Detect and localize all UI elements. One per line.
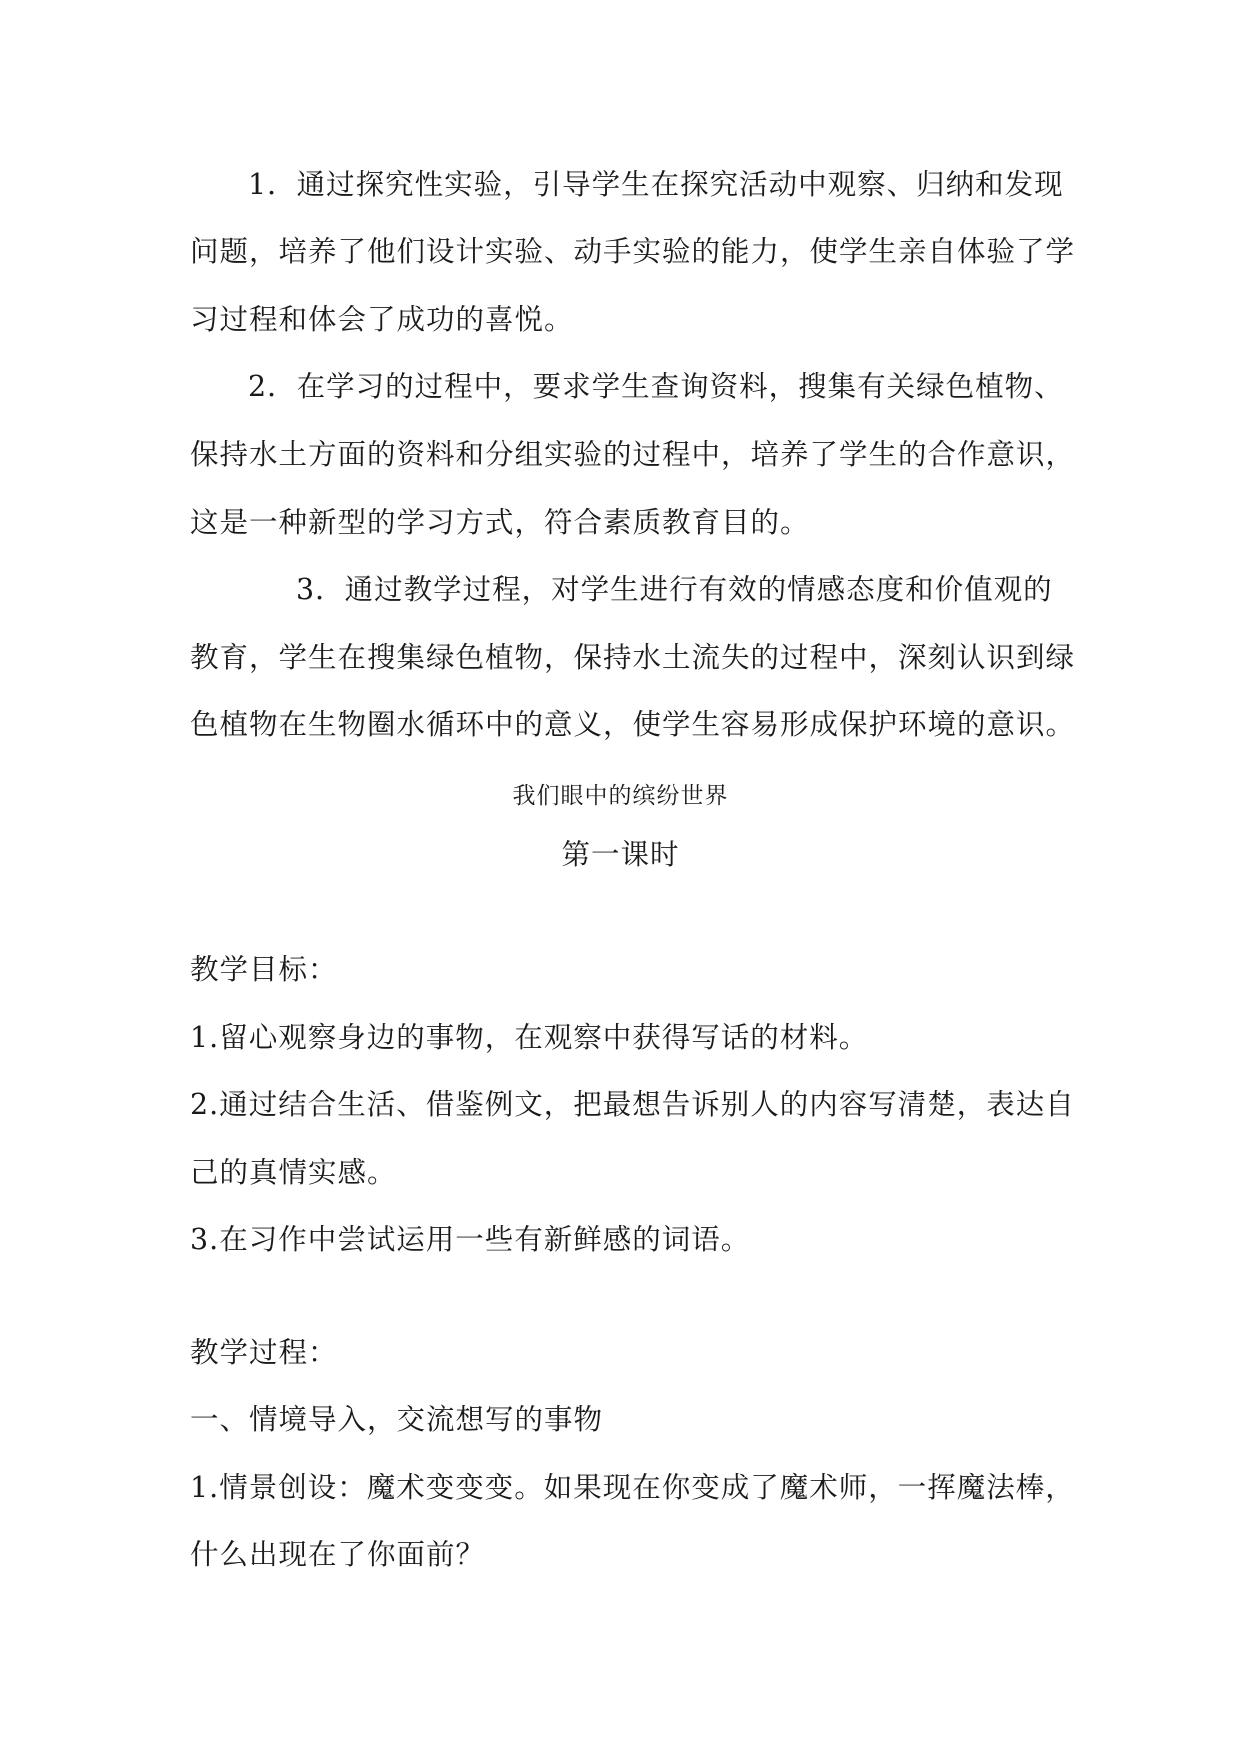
lesson-title: 我们眼中的缤纷世界 — [512, 783, 729, 809]
paragraph-2-line-1: 2．在学习的过程中，要求学生查询资料，搜集有关绿色植物、 — [248, 370, 1064, 403]
paragraph-3-line-2: 教育，学生在搜集绿色植物，保持水土流失的过程中，深刻认识到绿 — [190, 641, 1076, 674]
objective-item-3: 3.在习作中尝试运用一些有新鲜感的词语。 — [190, 1223, 751, 1256]
paragraph-1-line-1: 1．通过探究性实验，引导学生在探究活动中观察、归纳和发现 — [248, 168, 1064, 201]
paragraph-3-line-1: 3．通过教学过程，对学生进行有效的情感态度和价值观的 — [296, 573, 1053, 606]
paragraph-1-line-2: 问题，培养了他们设计实验、动手实验的能力，使学生亲自体验了学 — [190, 235, 1076, 268]
objective-item-2-line-2: 己的真情实感。 — [190, 1156, 397, 1189]
process-heading: 教学过程： — [190, 1336, 338, 1369]
paragraph-2-line-3: 这是一种新型的学习方式，符合素质教育目的。 — [190, 506, 810, 539]
process-item-1-line-2: 什么出现在了你面前？ — [190, 1538, 486, 1571]
process-item-1-line-1: 1.情景创设：魔术变变变。如果现在你变成了魔术师，一挥魔法棒， — [190, 1471, 1075, 1504]
objective-item-2-line-1: 2.通过结合生活、借鉴例文，把最想告诉别人的内容写清楚，表达自 — [190, 1088, 1075, 1121]
objective-item-1: 1.留心观察身边的事物，在观察中获得写话的材料。 — [190, 1021, 869, 1054]
paragraph-3-line-3: 色植物在生物圈水循环中的意义，使学生容易形成保护环境的意识。 — [190, 708, 1076, 741]
paragraph-2-line-2: 保持水土方面的资料和分组实验的过程中，培养了学生的合作意识， — [190, 438, 1076, 471]
lesson-subtitle: 第一课时 — [561, 838, 680, 871]
objectives-heading: 教学目标： — [190, 953, 338, 986]
process-section-1: 一、情境导入，交流想写的事物 — [190, 1403, 604, 1436]
paragraph-1-line-3: 习过程和体会了成功的喜悦。 — [190, 303, 574, 336]
